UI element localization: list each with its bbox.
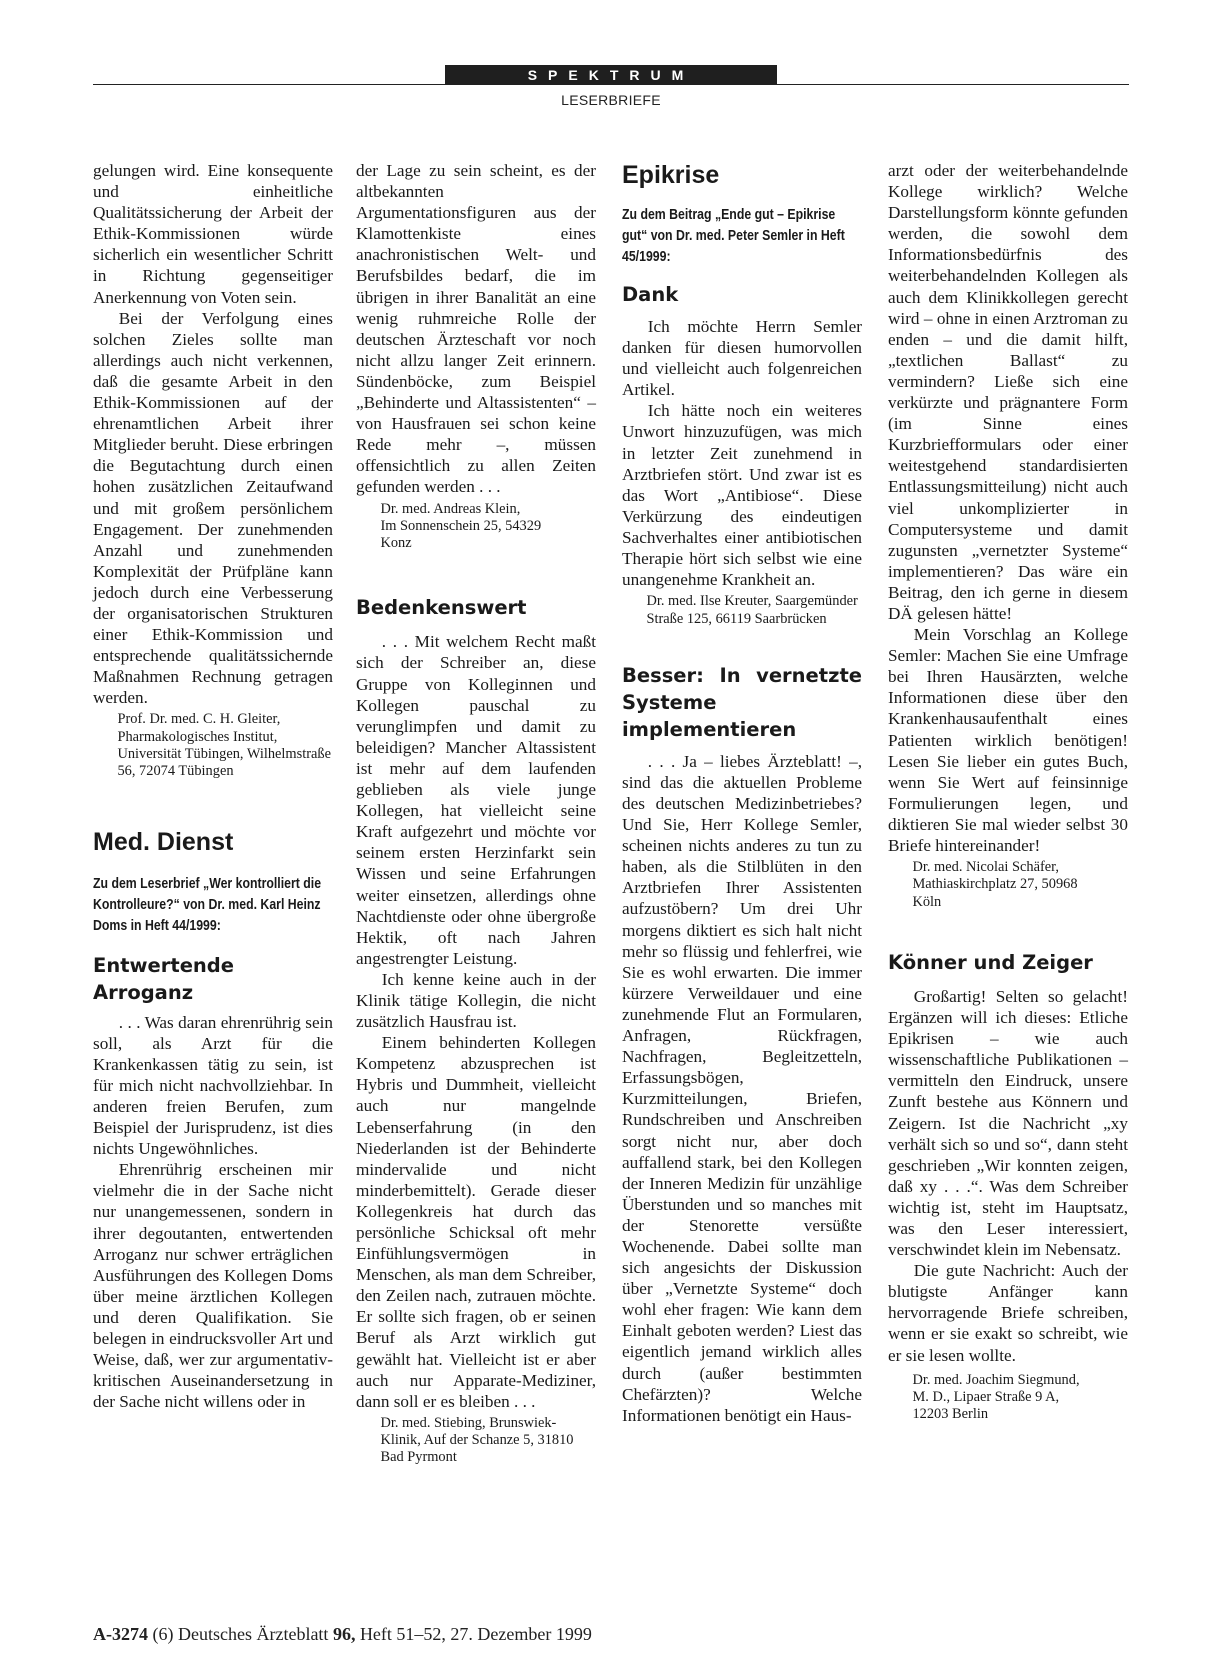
section-banner: SPEKTRUM — [445, 65, 777, 85]
intro-text: Zu dem Beitrag „Ende gut – Epikrise gut“ von Dr. med. Peter Semler in Heft 45/1999: — [622, 206, 845, 265]
topic-heading: Med. Dienst — [93, 827, 234, 856]
column-1 — [93, 160, 333, 1412]
signature — [622, 593, 862, 628]
signature-line: Köln — [912, 893, 942, 910]
signature-line: Dr. med. Nicolai Schäfer, — [912, 859, 1059, 876]
paragraph: der Lage zu sein scheint, es der altbekannten Argumentationsfiguren aus der Klamottenkiste eines anachronistischen Welt- und Berufsbildes bedarf, die im übrigen in ihrer Banalität an eine wenig ruhmreiche Rolle der deutschen Ärzteschaft vor noch nicht allzu langer Zeit erinnern. Sündenböcke, zum Beispiel „Behinderte und Altassistenten“ – von Hausfrauen sei schon keine Rede mehr –, müssen offensichtlich zu allen Zeiten gefunden werden . . . — [356, 161, 596, 497]
paragraph: arzt oder der weiterbehandelnde Kollege wirklich? Welche Darstellungsform könnte gefunden werden, die sowohl dem Informationsbedürfnis des weiterbehandelnden Kollegen als auch dem Klinikkollegen gerecht wird – ohne in einen Arztroman zu enden – und die damit hilft, „textlichen Ballast“ zu vermindern? Ließe sich eine verkürzte und prägnantere Form (im Sinne eines Kurzbriefformulars oder einer weitestgehend standardisierten Entlassungsmitteilung) nicht auch viel unkomplizierter in Computersysteme und damit zugunsten „vernetzter Systeme“ implementieren? Das wäre ein Beitrag, den ich gerne in diesem DÄ gelesen hätte! — [888, 161, 1128, 623]
letter-heading: Dank — [622, 283, 679, 306]
signature-line: Prof. Dr. med. C. H. Gleiter, — [117, 711, 281, 728]
footer-text: Heft 51–52, 27. Dezember 1999 — [355, 1624, 592, 1644]
signature-line: Konz — [380, 535, 412, 552]
intro-text: Zu dem Leserbrief „Wer kontrolliert die Kontrolleure?“ von Dr. med. Karl Heinz Doms in Heft 44/1999: — [93, 874, 322, 934]
paragraph: gelungen wird. Eine konsequente und einheitliche Qualitätssicherung der Arbeit der Ethik-Kommissionen würde sicherlich ein wesentlicher Schritt in Richtung gegenseitiger Anerkennung von Voten sein. — [93, 161, 333, 307]
paragraph: Ich kenne keine auch in der Klinik tätige Kollegin, die nicht zusätzlich Hausfrau ist. — [356, 969, 596, 1032]
column-2 — [356, 160, 596, 1467]
signature — [356, 501, 596, 553]
signature-line: Dr. med. Joachim Siegmund, — [912, 1371, 1080, 1388]
signature-line: Im Sonnenschein 25, 54329 — [380, 517, 542, 534]
column-4 — [888, 160, 1128, 1424]
page-id: A-3274 — [93, 1624, 148, 1644]
letter-heading: Könner und Zeiger — [888, 950, 1093, 974]
footer-text: (6) Deutsches Ärzteblatt — [148, 1624, 333, 1644]
topic-heading: Epikrise — [622, 161, 720, 189]
signature — [93, 711, 333, 780]
section-label: LESERBRIEFE — [561, 92, 661, 108]
signature-line: M. D., Lipaer Straße 9 A, — [912, 1388, 1060, 1405]
paragraph: Bei der Verfolgung eines solchen Zieles sollte man allerdings auch nicht verkennen, daß die gesamte Arbeit in den Ethik-Kommissionen auf der ehrenamtlichen Arbeit ihrer Mitglieder beruht. Diese erbringen die Begutachtung durch einen hohen zusätzlichen Zeitaufwand und mit großem persönlichem Engagement. Der zunehmenden Anzahl und zunehmenden Komplexität der Prüfpläne kann jedoch durch eine Verbesserung der organisatorischen Strukturen einer Ethik-Kommission und entsprechende qualitätssichernde Maßnahmen Rechnung getragen werden. — [93, 308, 333, 708]
signature — [888, 859, 1128, 911]
paragraph: Die gute Nachricht: Auch der blutigste Anfänger kann hervorragende Briefe schreiben, wenn er sie exakt so schreibt, wie er sie lesen wollte. — [888, 1261, 1128, 1365]
paragraph: Einem behinderten Kollegen Kompetenz abzusprechen ist Hybris und Dummheit, vielleicht auch nur mangelnde Lebenserfahrung (in den Niederlanden ist der Behinderte mindervalide und nicht minderbemittelt). Gerade dieser Kollegenkreis hat durch das persönliche Schicksal oft mehr Einfühlungsvermögen in Menschen, als man dem Schreiber, den Zeilen nach, zutrauen möchte. Er sollte sich fragen, ob er seinen Beruf als Arzt wirklich gut gewählt hat. Vielleicht ist er aber auch nur Apparate-Mediziner, dann soll er es bleiben . . . — [356, 1033, 596, 1411]
letter-heading: Entwertende Arroganz — [93, 953, 234, 1004]
paragraph: . . . Mit welchem Recht maßt sich der Schreiber an, diese Gruppe von Kolleginnen und Kollegen pauschal zu verunglimpfen und damit zu beleidigen? Mancher Altassistent ist mehr auf dem laufenden geblieben als viele junge Kollegen, hat vielleicht seine Kraft aufgezehrt und möchte vor seinem ersten Herzinfarkt sein Wissen und seine Erfahrungen weiter einsetzen, allerdings ohne Nachtdienste oder ohne übergroße Hektik, oft nach Jahren angestrengter Leistung. — [356, 632, 596, 968]
volume-number: 96, — [332, 1624, 356, 1644]
page-footer — [93, 1624, 592, 1645]
paragraph: Mein Vorschlag an Kollege Semler: Machen Sie eine Umfrage bei Ihren Hausärzten, welche Informationen diese über den Krankenhausaufenthalt eines Patienten wirklich benötigen! Lesen Sie lieber ein gutes Buch, wenn Sie Wert auf feinsinnige Formulierungen legen, und diktieren Sie mal wieder selbst 30 Briefe hintereinander! — [888, 625, 1128, 855]
letter-heading: Besser: In vernetzte Systeme implementieren — [622, 663, 862, 741]
signature-line: Pharmakologisches Institut, — [117, 728, 278, 745]
signature-line: Universität Tübingen, Wilhelmstraße 56, 72074 Tübingen — [117, 746, 331, 780]
signature — [888, 1372, 1128, 1424]
paragraph: . . . Was daran ehrenrührig sein soll, als Arzt für die Krankenkassen tätig zu sein, ist für mich nicht nachvollziehbar. In anderen freien Berufen, zum Beispiel der Jurisprudenz, ist dies nichts Ungewöhnliches. — [93, 1012, 333, 1159]
signature — [356, 1415, 596, 1467]
paragraph: . . . Ja – liebes Ärzteblatt! –, sind das die aktuellen Probleme des deutschen Medizinbetriebes? Und Sie, Herr Kollege Semler, scheinen nichts anderes zu tun zu haben, als die Stilblüten in den Arztbriefen Ihrer Assistenten aufzustöbern? Um drei Uhr morgens diktiert es sich halt nicht mehr so flüssig und fehlerfrei, wie Sie es wohl erwarten. Die immer kürzere Verweildauer und eine zunehmende Flut an Formularen, Anfragen, Rückfragen, Nachfragen, Begleitzetteln, Erfassungsbögen, Kurzmitteilungen, Briefen, Rundschreiben und Anschreiben sorgt nicht nur, aber doch auffallend stark, bei den Kollegen der Inneren Medizin für unzählige Überstunden und so manches mit der Stenorette versüßte Wochenende. Dabei sollte man sich angesichts der Diskussion über „Vernetzte Systeme“ doch wohl eher fragen: Wie kann dem Einhalt geboten werden? Liest das eigentlich jemand wirklich alles durch (außer bestimmten Chefärzten)? Welche Informationen benötigt ein Haus- — [622, 751, 862, 1425]
signature-line: Dr. med. Andreas Klein, — [380, 500, 521, 517]
signature-line: Dr. med. Ilse Kreuter, Saargemünder Straße 125, 66119 Saarbrücken — [646, 593, 858, 627]
paragraph: Ich hätte noch ein weiteres Unwort hinzuzufügen, was mich in letzter Zeit zunehmend in Arztbriefen stört. Und zwar ist es das Wort „Antibiose“. Diese Verkürzung des eindeutigen Sachverhaltes einer antibiotischen Therapie hört sich selbst wie eine unangenehme Krankheit an. — [622, 401, 862, 590]
paragraph: Ich möchte Herrn Semler danken für diesen humorvollen und vielleicht auch folgenreichen Artikel. — [622, 317, 862, 400]
letter-heading: Bedenkenswert — [356, 596, 527, 620]
column-3 — [622, 160, 862, 1426]
paragraph: Ehrenrührig erscheinen mir vielmehr die in der Sache nicht nur unangemessenen, sondern in ihrer degoutanten, entwertenden Arroganz nur schwer erträglichen Ausführungen des Kollegen Doms über meine ärztlichen Kollegen und deren Qualifikation. Sie belegen in eindrucksvoller Art und Weise, daß, wer zur argumentativ-kritischen Auseinandersetzung in der Sache nicht willens oder in — [93, 1160, 333, 1412]
signature-line: Dr. med. Stiebing, Brunswiek-Klinik, Auf der Schanze 5, 31810 Bad Pyrmont — [380, 1414, 574, 1466]
signature-line: 12203 Berlin — [912, 1406, 989, 1423]
paragraph: Großartig! Selten so gelacht! Ergänzen will ich dieses: Etliche Epikrisen – wie auch wissenschaftliche Publikationen – vermitteln den Eindruck, unsere Zunft bestehe aus Könnern und Zeigern. Ist die Nachricht „xy verhält sich so und so“, dann steht geschrieben „Wir konnten zeigen, daß xy . . .“. Was dem Schreiber wichtig ist, steht im Hauptsatz, was den Leser interessiert, verschwindet klein im Nebensatz. — [888, 986, 1128, 1260]
signature-line: Mathiaskirchplatz 27, 50968 — [912, 876, 1078, 893]
